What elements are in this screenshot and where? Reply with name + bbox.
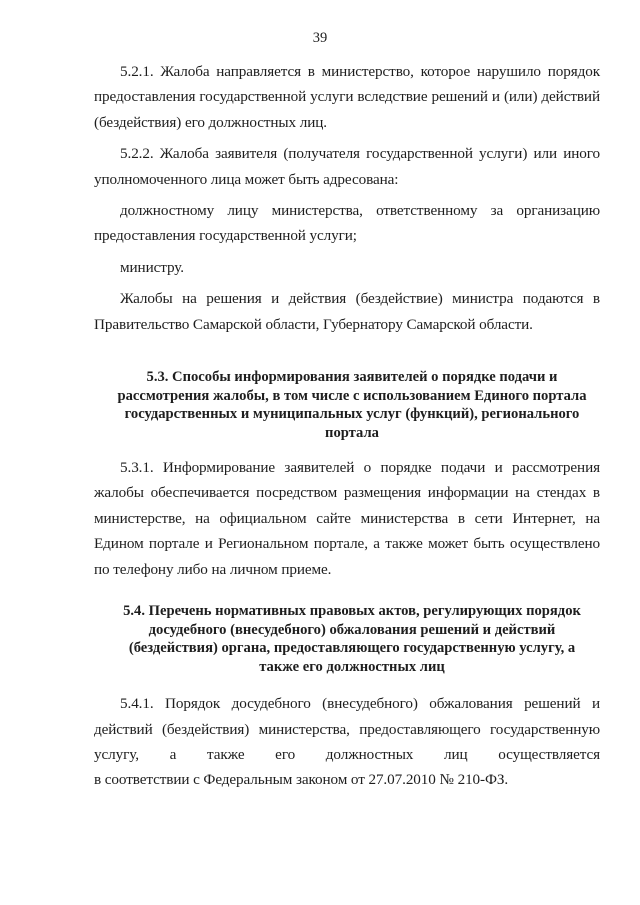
paragraph-5-4-1-ending: в соответствии с Федеральным законом от 27.07.2010 № 210-ФЗ. (94, 771, 509, 789)
paragraph-5-2-1: 5.2.1. Жалоба направляется в министерство, которое нарушило порядок предоставления государственной услуги вследствие решений и (или) действий (бездействия) его должностных лиц. (94, 63, 600, 131)
paragraph-addressee-official: должностному лицу министерства, ответственному за организацию предоставления государственной услуги; (94, 202, 600, 245)
document-body (94, 59, 600, 793)
page-number: 39 (312, 30, 328, 46)
paragraph-5-2-2: 5.2.2. Жалоба заявителя (получателя государственной услуги) или иного уполномоченного лица может быть адресована: (94, 145, 600, 188)
section-5-3-heading: 5.3. Способы информирования заявителей о порядке подачи и рассмотрения жалобы, в том числе с использованием Единого портала государственных и муниципальных услуг (функций), регионального портала (117, 369, 587, 441)
paragraph-minister-complaints: Жалобы на решения и действия (бездействие) министра подаются в Правительство Самарской области, Губернатору Самарской области. (94, 290, 600, 333)
paragraph-5-3-1: 5.3.1. Информирование заявителей о порядке подачи и рассмотрения жалобы обеспечивается посредством размещения информации на стендах в министерстве, на официальном сайте министерства в сети Интернет, на Едином портале и Региональном портале, а также может быть осуществлено по телефону либо на личном приеме. (94, 459, 600, 578)
section-5-4-heading: 5.4. Перечень нормативных правовых актов, регулирующих порядок досудебного (внесудебного) обжалования решений и действий (бездействия) органа, предоставляющего государственную услугу, а также его должностных лиц (123, 603, 581, 675)
paragraph-addressee-minister: министру. (120, 258, 184, 276)
paragraph-5-4-1: 5.4.1. Порядок досудебного (внесудебного) обжалования решений и действий (бездействия) министерства, предоставляющего государственную услугу, а также его должностных лиц осуществляется (94, 695, 600, 763)
